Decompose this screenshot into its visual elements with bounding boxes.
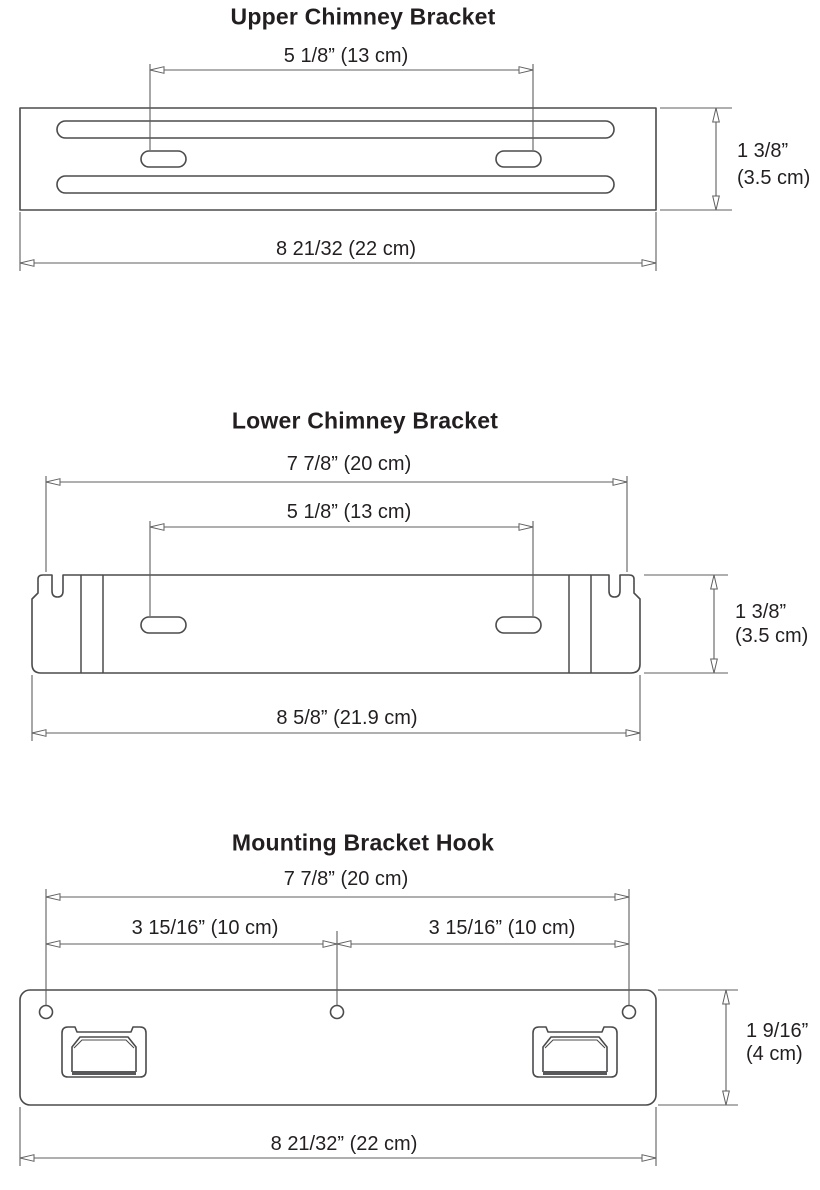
upper-slot-spacing-dimension (150, 64, 533, 150)
lower-hole-right (496, 617, 541, 633)
upper-hole-right (496, 151, 541, 167)
upper-height-dimension (660, 108, 732, 210)
upper-bracket-title: Upper Chimney Bracket (230, 3, 496, 30)
lower-bend-lines (81, 575, 591, 673)
hook-span-label: 7 7/8” (20 cm) (283, 868, 409, 890)
lower-height-dimension (644, 575, 728, 673)
hook-span-dimension (46, 889, 629, 1005)
lower-slot-spacing-label: 5 1/8” (13 cm) (286, 501, 412, 523)
hook-height-cm-label: (4 cm) (746, 1043, 803, 1065)
upper-slot-spacing-label: 5 1/8” (13 cm) (283, 45, 409, 67)
hook-hole-left (40, 1006, 53, 1019)
lower-height-cm-label: (3.5 cm) (735, 625, 809, 647)
hook-height-inches-label: 1 9/16” (746, 1020, 809, 1042)
lower-notch-spacing-dimension (46, 476, 627, 572)
upper-slot-top (57, 121, 614, 138)
lower-hole-left (141, 617, 186, 633)
hook-bracket-diagram (20, 889, 738, 1166)
hook-bracket-outline (20, 990, 656, 1105)
hook-bracket-title: Mounting Bracket Hook (231, 829, 495, 856)
hook-hole-center (331, 1006, 344, 1019)
upper-height-cm-label: (3.5 cm) (737, 167, 811, 189)
upper-slot-bottom (57, 176, 614, 193)
hook-tab-left (62, 1027, 146, 1077)
hook-tab-right (533, 1027, 617, 1077)
hook-hole-right (623, 1006, 636, 1019)
lower-notch-spacing-label: 7 7/8” (20 cm) (286, 453, 412, 475)
upper-width-label: 8 21/32 (22 cm) (275, 238, 417, 260)
lower-width-label: 8 5/8” (21.9 cm) (276, 707, 418, 729)
hook-width-label: 8 21/32” (22 cm) (270, 1133, 418, 1155)
hook-height-dimension (658, 990, 738, 1105)
lower-slot-spacing-dimension (150, 521, 533, 616)
lower-height-inches-label: 1 3/8” (735, 601, 787, 623)
lower-bracket-outline (32, 575, 640, 673)
upper-bracket-outline (20, 108, 656, 210)
lower-bracket-title: Lower Chimney Bracket (231, 407, 499, 434)
upper-hole-left (141, 151, 186, 167)
hook-left-spacing-label: 3 15/16” (10 cm) (131, 917, 279, 939)
hook-right-spacing-label: 3 15/16” (10 cm) (428, 917, 576, 939)
upper-height-inches-label: 1 3/8” (737, 140, 789, 162)
